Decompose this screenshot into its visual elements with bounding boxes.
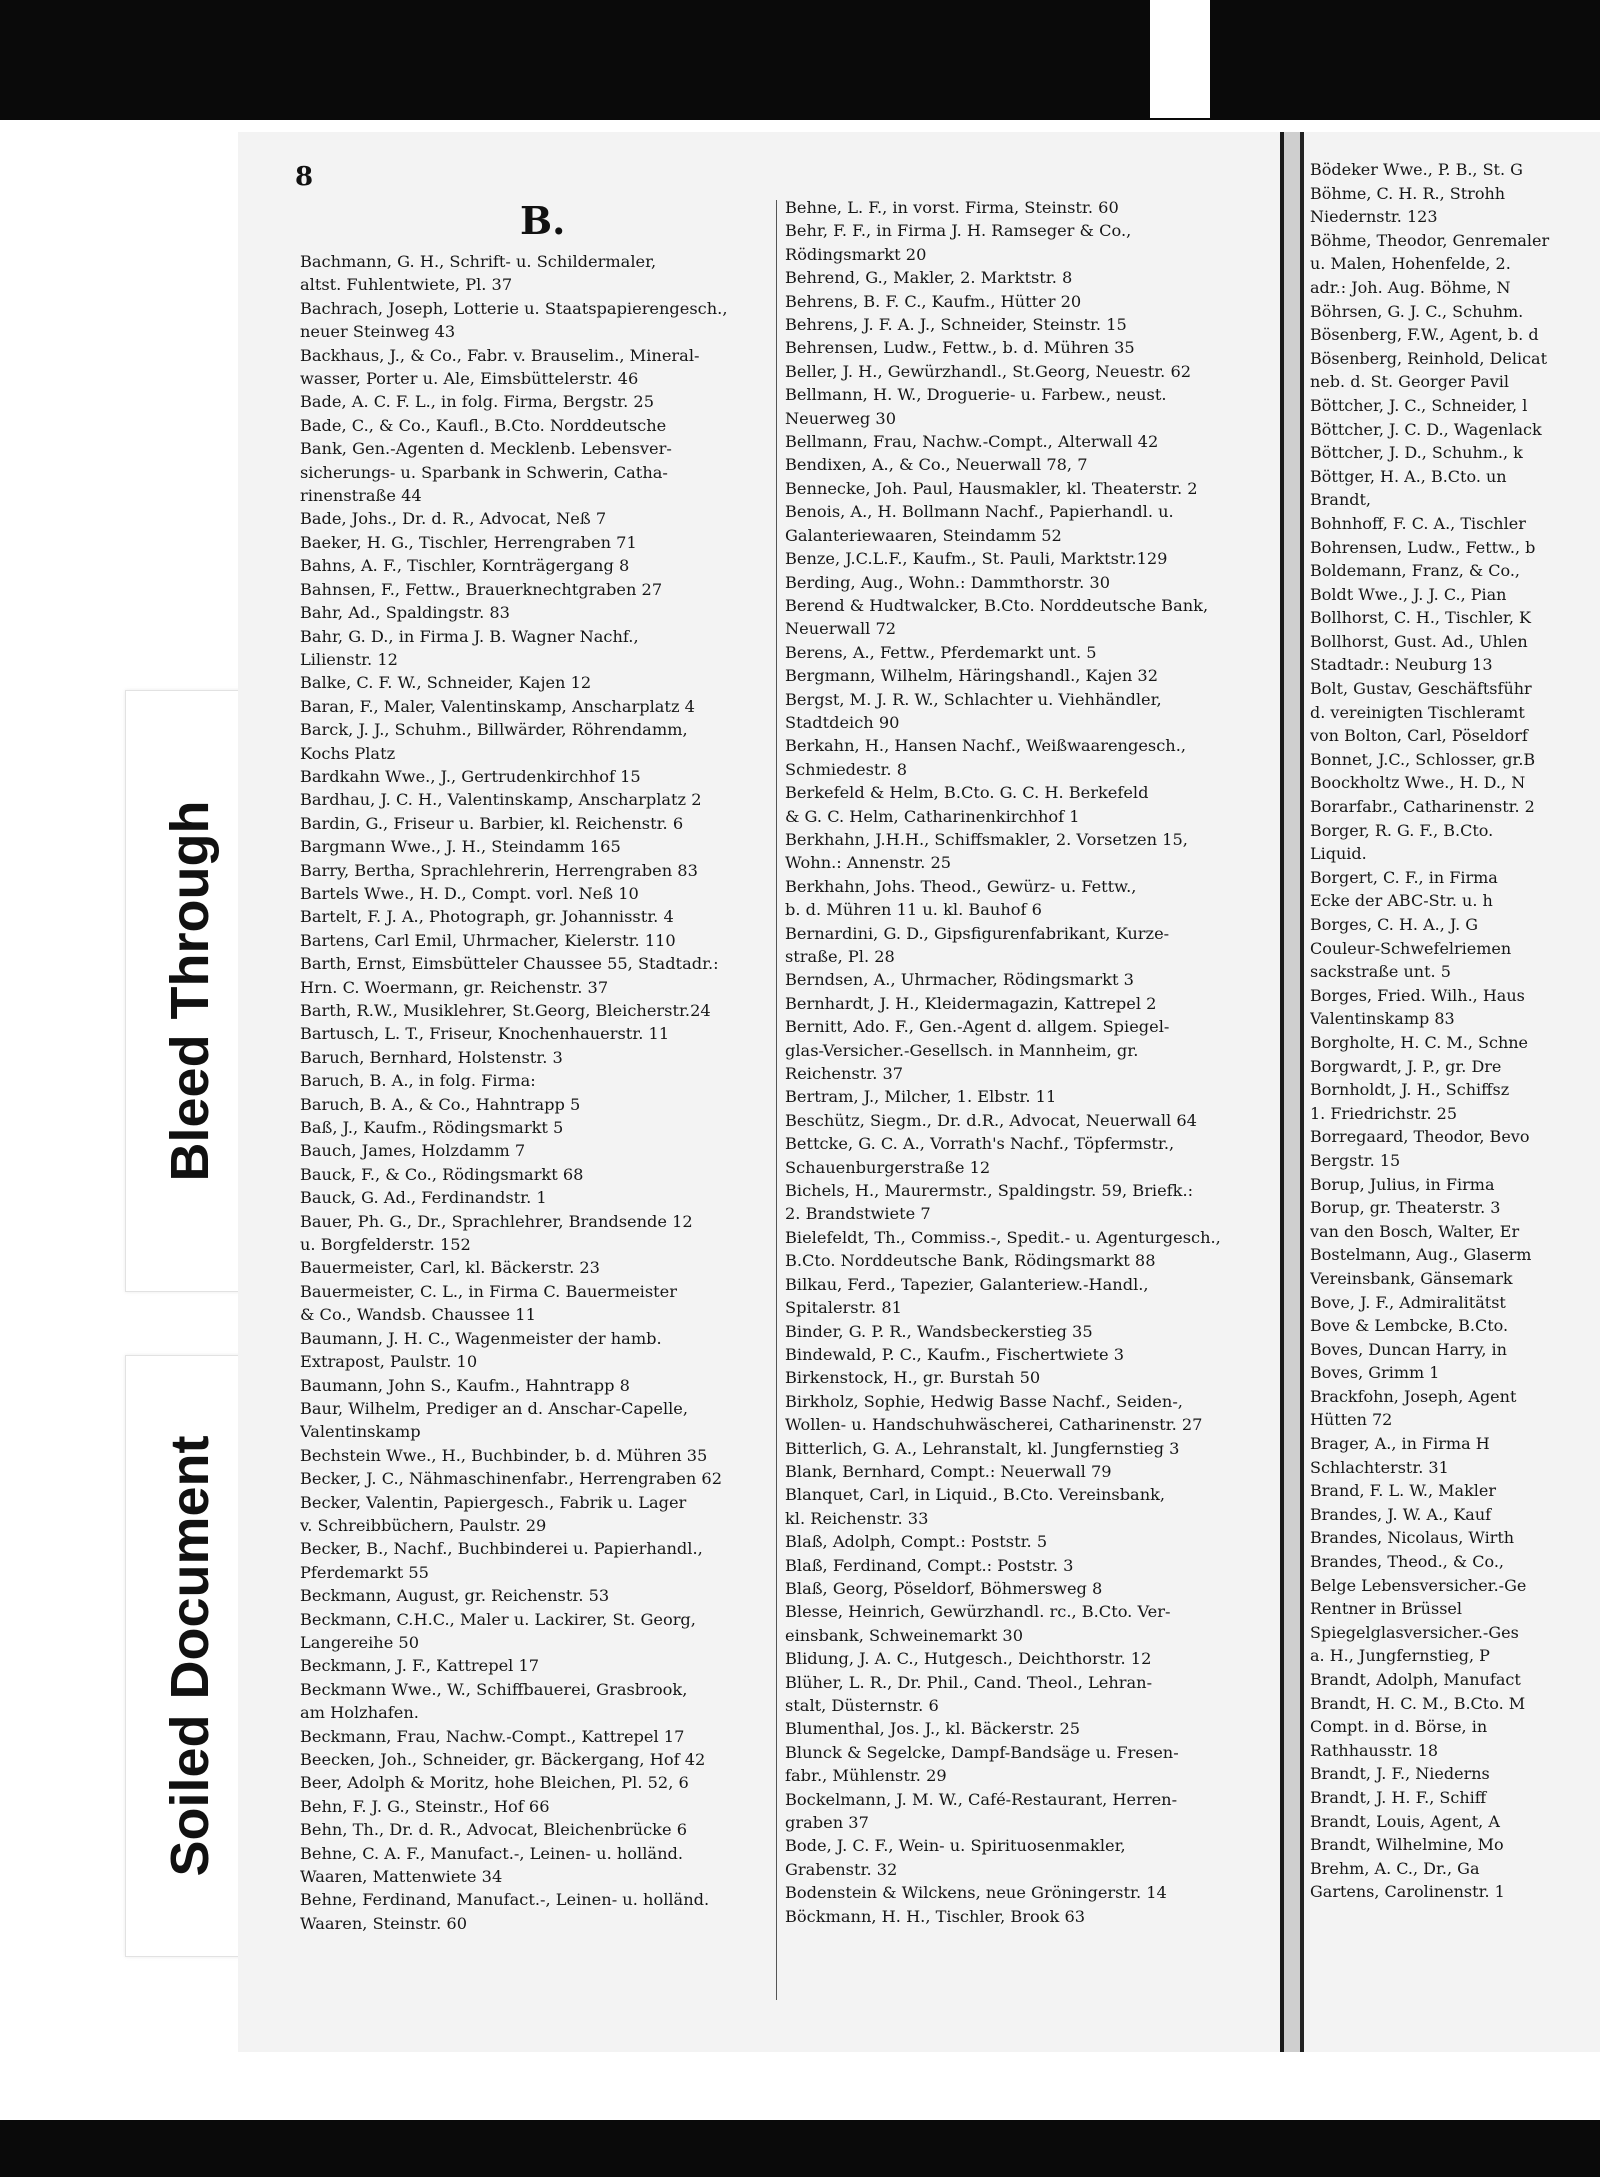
directory-line: Bichels, H., Maurermstr., Spaldingstr. 59, Briefk.: — [785, 1181, 1194, 1201]
directory-line: Behrend, G., Makler, 2. Marktstr. 8 — [785, 268, 1073, 288]
directory-line: Berkahn, H., Hansen Nachf., Weißwaarengesch., — [785, 736, 1186, 756]
directory-line: Liquid. — [1310, 844, 1367, 864]
column-divider — [776, 200, 777, 2000]
directory-line: Bauermeister, Carl, kl. Bäckerstr. 23 — [300, 1258, 600, 1278]
directory-line: sackstraße unt. 5 — [1310, 962, 1451, 982]
directory-line: Berding, Aug., Wohn.: Dammthorstr. 30 — [785, 572, 1111, 592]
label-bleed-text: Bleed Through — [160, 800, 220, 1182]
directory-line: Extrapost, Paulstr. 10 — [300, 1352, 478, 1372]
directory-line: Beschütz, Siegm., Dr. d.R., Advocat, Neuerwall 64 — [785, 1110, 1197, 1130]
directory-line: Baruch, B. A., in folg. Firma: — [300, 1071, 536, 1091]
directory-line: Borup, gr. Theaterstr. 3 — [1310, 1198, 1501, 1218]
scan-border-top — [0, 0, 1600, 120]
directory-line: Bartelt, F. J. A., Photograph, gr. Johannisstr. 4 — [300, 907, 674, 927]
label-soiled-text: Soiled Document — [160, 1435, 220, 1877]
directory-line: Bode, J. C. F., Wein- u. Spirituosenmakler, — [785, 1836, 1126, 1856]
directory-line: Behrens, B. F. C., Kaufm., Hütter 20 — [785, 291, 1082, 311]
directory-line: Blanquet, Carl, in Liquid., B.Cto. Vereinsbank, — [785, 1485, 1166, 1505]
directory-line: Bahr, G. D., in Firma J. B. Wagner Nachf., — [300, 626, 639, 646]
directory-line: Bargmann Wwe., J. H., Steindamm 165 — [300, 837, 621, 857]
directory-line: Reichenstr. 37 — [785, 1064, 904, 1084]
directory-line: Bahr, Ad., Spaldingstr. 83 — [300, 603, 510, 623]
directory-line: Blaß, Adolph, Compt.: Poststr. 5 — [785, 1532, 1048, 1552]
directory-line: Berkhahn, Johs. Theod., Gewürz- u. Fettw., — [785, 876, 1137, 896]
directory-line: Wollen- u. Handschuhwäscherei, Catharinenstr. 27 — [785, 1415, 1203, 1435]
directory-line: Bilkau, Ferd., Tapezier, Galanteriew.-Handl., — [785, 1274, 1149, 1294]
directory-line: Schauenburgerstraße 12 — [785, 1157, 991, 1177]
directory-line: u. Malen, Hohenfelde, 2. — [1310, 254, 1511, 274]
directory-line: Bennecke, Joh. Paul, Hausmakler, kl. Theaterstr. 2 — [785, 478, 1198, 498]
directory-line: Boves, Grimm 1 — [1310, 1363, 1440, 1383]
directory-line: Bahns, A. F., Tischler, Kornträgergang 8 — [300, 556, 630, 576]
directory-line: Brandes, J. W. A., Kauf — [1310, 1504, 1492, 1524]
directory-line: Balke, C. F. W., Schneider, Kajen 12 — [300, 673, 592, 693]
directory-line: Baumann, J. H. C., Wagenmeister der hamb. — [300, 1328, 662, 1348]
directory-line: Bockelmann, J. M. W., Café-Restaurant, Herren- — [785, 1789, 1178, 1809]
directory-line: Birkenstock, H., gr. Burstah 50 — [785, 1368, 1041, 1388]
directory-line: 2. Brandstwiete 7 — [785, 1204, 931, 1224]
directory-line: Bielefeldt, Th., Commiss.-, Spedit.- u. Agenturgesch., — [785, 1227, 1221, 1247]
directory-line: Bollhorst, C. H., Tischler, K — [1310, 608, 1531, 628]
directory-line: B.Cto. Norddeutsche Bank, Rödingsmarkt 88 — [785, 1251, 1156, 1271]
directory-line: Bachrach, Joseph, Lotterie u. Staatspapierengesch., — [300, 298, 728, 318]
directory-line: Gartens, Carolinenstr. 1 — [1310, 1882, 1505, 1902]
directory-line: Bartusch, L. T., Friseur, Knochenhauerstr. 11 — [300, 1024, 670, 1044]
directory-line: Behne, L. F., in vorst. Firma, Steinstr. 60 — [785, 198, 1119, 217]
directory-line: Galanteriewaaren, Steindamm 52 — [785, 525, 1062, 545]
directory-line: Blaß, Georg, Pöseldorf, Böhmersweg 8 — [785, 1578, 1103, 1598]
directory-line: Brandt, H. C. M., B.Cto. M — [1310, 1693, 1526, 1713]
directory-line: Böttcher, J. C. D., Wagenlack — [1310, 419, 1542, 439]
directory-line: & Co., Wandsb. Chaussee 11 — [300, 1305, 536, 1325]
directory-line: Borgwardt, J. P., gr. Dre — [1310, 1056, 1502, 1076]
directory-line: Bardhau, J. C. H., Valentinskamp, Anscharplatz 2 — [300, 790, 702, 810]
directory-line: Brager, A., in Firma H — [1310, 1434, 1490, 1454]
directory-line: Beer, Adolph & Moritz, hohe Bleichen, Pl. 52, 6 — [300, 1773, 689, 1793]
directory-line: Becker, B., Nachf., Buchbinderei u. Papierhandl., — [300, 1539, 703, 1559]
directory-line: neuer Steinweg 43 — [300, 322, 456, 342]
directory-line: Binder, G. P. R., Wandsbeckerstieg 35 — [785, 1321, 1093, 1341]
directory-line: Böhme, Theodor, Genremaler — [1310, 230, 1550, 250]
directory-line: Brackfohn, Joseph, Agent — [1310, 1386, 1517, 1406]
directory-line: Baran, F., Maler, Valentinskamp, Anscharplatz 4 — [300, 696, 695, 716]
directory-line: am Holzhafen. — [300, 1703, 419, 1723]
label-bleed-through — [125, 690, 255, 1292]
directory-line: Waaren, Mattenwiete 34 — [300, 1867, 503, 1887]
directory-line: Brandt, J. H. F., Schiff — [1310, 1787, 1487, 1807]
directory-line: Behn, F. J. G., Steinstr., Hof 66 — [300, 1796, 550, 1816]
directory-line: Bade, A. C. F. L., in folg. Firma, Bergstr. 25 — [300, 392, 655, 412]
directory-line: Beckmann, C.H.C., Maler u. Lackirer, St. Georg, — [300, 1609, 696, 1629]
directory-line: Beckmann, August, gr. Reichenstr. 53 — [300, 1586, 610, 1606]
directory-line: Boockholtz Wwe., H. D., N — [1310, 773, 1526, 793]
directory-line: Berndsen, A., Uhrmacher, Rödingsmarkt 3 — [785, 970, 1134, 990]
directory-line: Kochs Platz — [300, 743, 396, 763]
directory-line: Bolt, Gustav, Geschäftsführ — [1310, 679, 1532, 699]
directory-line: Boldt Wwe., J. J. C., Pian — [1310, 584, 1507, 604]
directory-line: Pferdemarkt 55 — [300, 1562, 429, 1582]
directory-line: Behr, F. F., in Firma J. H. Ramseger & Co., — [785, 221, 1132, 241]
directory-line: Barry, Bertha, Sprachlehrerin, Herrengraben 83 — [300, 860, 698, 880]
page-right — [1300, 132, 1600, 2052]
directory-line: straße, Pl. 28 — [785, 947, 895, 966]
directory-line: Böttcher, J. C., Schneider, l — [1310, 395, 1528, 415]
directory-line: Bindewald, P. C., Kaufm., Fischertwiete 3 — [785, 1344, 1125, 1364]
directory-line: Behn, Th., Dr. d. R., Advocat, Bleichenbrücke 6 — [300, 1820, 687, 1840]
directory-line: glas-Versicher.-Gesellsch. in Mannheim, gr. — [785, 1040, 1139, 1060]
directory-line: Berend & Hudtwalcker, B.Cto. Norddeutsche Bank, — [785, 595, 1209, 615]
directory-line: Beckmann Wwe., W., Schiffbauerei, Grasbrook, — [300, 1679, 688, 1699]
directory-line: Bösenberg, F.W., Agent, b. d — [1310, 325, 1539, 345]
directory-line: Compt. in d. Börse, in — [1310, 1717, 1488, 1737]
directory-line: Bove & Lembcke, B.Cto. — [1310, 1316, 1509, 1336]
directory-line: Blidung, J. A. C., Hutgesch., Deichthorstr. 12 — [785, 1649, 1152, 1669]
directory-line: Borgholte, H. C. M., Schne — [1310, 1032, 1529, 1052]
column-right — [1310, 158, 1600, 1904]
directory-line: wasser, Porter u. Ale, Eimsbüttelerstr. 46 — [300, 369, 639, 389]
directory-line: Böttcher, J. D., Schuhm., k — [1310, 443, 1523, 463]
directory-line: d. vereinigten Tischleramt — [1310, 702, 1525, 722]
directory-line: Bornholdt, J. H., Schiffsz — [1310, 1080, 1510, 1100]
directory-line: Brandt, J. F., Niederns — [1310, 1764, 1490, 1784]
directory-line: a. H., Jungfernstieg, P — [1310, 1646, 1490, 1666]
directory-line: Blesse, Heinrich, Gewürzhandl. rc., B.Cto. Ver- — [785, 1602, 1171, 1622]
directory-line: Ecke der ABC-Str. u. h — [1310, 891, 1493, 911]
directory-line: Bartens, Carl Emil, Uhrmacher, Kielerstr. 110 — [300, 930, 676, 950]
directory-line: Becker, Valentin, Papiergesch., Fabrik u. Lager — [300, 1492, 687, 1512]
directory-line: Schlachterstr. 31 — [1310, 1457, 1449, 1477]
directory-line: Valentinskamp — [300, 1422, 421, 1442]
directory-line: Bauck, G. Ad., Ferdinandstr. 1 — [300, 1188, 547, 1208]
directory-line: Borarfabr., Catharinenstr. 2 — [1310, 797, 1535, 817]
directory-line: Brandes, Nicolaus, Wirth — [1310, 1528, 1515, 1548]
directory-line: Bergst, M. J. R. W., Schlachter u. Viehhändler, — [785, 689, 1162, 709]
directory-line: Baeker, H. G., Tischler, Herrengraben 71 — [300, 532, 637, 552]
directory-line: Behrensen, Ludw., Fettw., b. d. Mühren 35 — [785, 338, 1135, 358]
directory-line: Hrn. C. Woermann, gr. Reichenstr. 37 — [300, 977, 609, 997]
directory-line: Brand, F. L. W., Makler — [1310, 1481, 1496, 1501]
directory-line: altst. Fuhlentwiete, Pl. 37 — [300, 275, 513, 295]
directory-line: Rödingsmarkt 20 — [785, 244, 927, 264]
directory-line: v. Schreibbüchern, Paulstr. 29 — [300, 1515, 547, 1535]
directory-line: Bauer, Ph. G., Dr., Sprachlehrer, Brandsende 12 — [300, 1211, 693, 1231]
directory-line: sicherungs- u. Sparbank in Schwerin, Catha- — [300, 462, 668, 482]
directory-line: Brehm, A. C., Dr., Ga — [1310, 1858, 1480, 1878]
directory-line: Becker, J. C., Nähmaschinenfabr., Herrengraben 62 — [300, 1469, 723, 1489]
directory-line: Behrens, J. F. A. J., Schneider, Steinstr. 15 — [785, 315, 1127, 335]
directory-line: Bauermeister, C. L., in Firma C. Bauermeister — [300, 1281, 677, 1301]
directory-line: u. Borgfelderstr. 152 — [300, 1235, 471, 1255]
directory-line: Baß, J., Kaufm., Rödingsmarkt 5 — [300, 1118, 564, 1138]
directory-line: Beller, J. H., Gewürzhandl., St.Georg, Neuestr. 62 — [785, 361, 1192, 381]
directory-line: Wohn.: Annenstr. 25 — [785, 853, 952, 873]
directory-line: Bergmann, Wilhelm, Häringshandl., Kajen 32 — [785, 666, 1159, 686]
directory-line: Brandt, — [1310, 490, 1372, 510]
directory-line: Beckmann, Frau, Nachw.-Compt., Kattrepel 17 — [300, 1726, 685, 1746]
directory-line: Bernhardt, J. H., Kleidermagazin, Kattrepel 2 — [785, 993, 1157, 1013]
directory-line: Böhrsen, G. J. C., Schuhm. — [1310, 301, 1524, 321]
directory-line: Bodenstein & Wilckens, neue Gröningerstr. 14 — [785, 1883, 1167, 1903]
directory-line: Stadtadr.: Neuburg 13 — [1310, 655, 1493, 675]
directory-line: Behne, C. A. F., Manufact.-, Leinen- u. holländ. — [300, 1843, 683, 1863]
directory-line: Vereinsbank, Gänsemark — [1310, 1268, 1513, 1288]
directory-line: Brandt, Louis, Agent, A — [1310, 1811, 1500, 1831]
directory-line: Bösenberg, Reinhold, Delicat — [1310, 348, 1548, 368]
directory-line: Borregaard, Theodor, Bevo — [1310, 1127, 1530, 1147]
directory-line: Niedernstr. 123 — [1310, 207, 1438, 227]
directory-line: Berkefeld & Helm, B.Cto. G. C. H. Berkefeld — [785, 783, 1149, 803]
scan-border-bottom — [0, 2120, 1600, 2177]
directory-line: Borgert, C. F., in Firma — [1310, 867, 1498, 887]
directory-line: & G. C. Helm, Catharinenkirchhof 1 — [785, 806, 1080, 826]
directory-line: Blank, Bernhard, Compt.: Neuerwall 79 — [785, 1461, 1112, 1481]
directory-line: von Bolton, Carl, Pöseldorf — [1310, 726, 1528, 746]
directory-line: Lilienstr. 12 — [300, 649, 398, 669]
directory-line: stalt, Düsternstr. 6 — [785, 1696, 939, 1715]
directory-line: Bödeker Wwe., P. B., St. G — [1310, 160, 1523, 179]
directory-line: Bauch, James, Holzdamm 7 — [300, 1141, 526, 1161]
directory-line: Blumenthal, Jos. J., kl. Bäckerstr. 25 — [785, 1719, 1081, 1739]
directory-line: Blüher, L. R., Dr. Phil., Cand. Theol., Lehran- — [785, 1672, 1153, 1692]
directory-line: Borger, R. G. F., B.Cto. — [1310, 820, 1494, 840]
section-heading: B. — [520, 198, 566, 243]
directory-line: b. d. Mühren 11 u. kl. Bauhof 6 — [785, 900, 1042, 920]
label-soiled-document — [125, 1355, 255, 1957]
directory-line: Bohrensen, Ludw., Fettw., b — [1310, 537, 1536, 557]
directory-line: Bernitt, Ado. F., Gen.-Agent d. allgem. Spiegel- — [785, 1017, 1170, 1037]
directory-line: Beckmann, J. F., Kattrepel 17 — [300, 1656, 540, 1676]
directory-line: Böckmann, H. H., Tischler, Brook 63 — [785, 1906, 1086, 1926]
directory-line: Schmiedestr. 8 — [785, 759, 907, 779]
directory-line: Bove, J. F., Admiralitätst — [1310, 1292, 1506, 1312]
column-middle — [785, 196, 1265, 1928]
directory-line: Bonnet, J.C., Schlosser, gr.B — [1310, 749, 1536, 769]
directory-line: Baruch, B. A., & Co., Hahntrapp 5 — [300, 1094, 581, 1114]
directory-line: Bank, Gen.-Agenten d. Mecklenb. Lebensver- — [300, 439, 672, 459]
directory-line: Blaß, Ferdinand, Compt.: Poststr. 3 — [785, 1555, 1074, 1575]
directory-line: Hütten 72 — [1310, 1410, 1393, 1430]
directory-line: Bernardini, G. D., Gipsfigurenfabrikant, Kurze- — [785, 923, 1170, 943]
directory-line: Baumann, John S., Kaufm., Hahntrapp 8 — [300, 1375, 630, 1395]
directory-line: Bardin, G., Friseur u. Barbier, kl. Reichenstr. 6 — [300, 813, 684, 833]
directory-line: einsbank, Schweinemarkt 30 — [785, 1625, 1024, 1645]
directory-line: Bendixen, A., & Co., Neuerwall 78, 7 — [785, 455, 1088, 475]
directory-line: Bechstein Wwe., H., Buchbinder, b. d. Mühren 35 — [300, 1445, 708, 1465]
directory-line: adr.: Joh. Aug. Böhme, N — [1310, 277, 1511, 297]
directory-line: graben 37 — [785, 1813, 869, 1833]
book-gutter — [1284, 132, 1300, 2052]
directory-line: neb. d. St. Georger Pavil — [1310, 372, 1509, 392]
directory-line: kl. Reichenstr. 33 — [785, 1508, 929, 1528]
directory-line: Spitalerstr. 81 — [785, 1298, 902, 1318]
directory-line: Behne, Ferdinand, Manufact.-, Leinen- u. holländ. — [300, 1890, 710, 1910]
directory-line: Bertram, J., Milcher, 1. Elbstr. 11 — [785, 1087, 1057, 1107]
directory-line: Blunck & Segelcke, Dampf-Bandsäge u. Fresen- — [785, 1742, 1179, 1762]
scan-gap — [1150, 0, 1210, 118]
directory-line: Valentinskamp 83 — [1310, 1009, 1455, 1029]
directory-line: Brandes, Theod., & Co., — [1310, 1552, 1505, 1572]
directory-line: van den Bosch, Walter, Er — [1310, 1221, 1520, 1241]
directory-line: Borges, C. H. A., J. G — [1310, 915, 1479, 934]
directory-line: Neuerwall 72 — [785, 619, 897, 639]
directory-line: Barth, R.W., Musiklehrer, St.Georg, Bleicherstr.24 — [300, 1001, 711, 1020]
directory-line: Rathhausstr. 18 — [1310, 1740, 1439, 1760]
directory-line: Berens, A., Fettw., Pferdemarkt unt. 5 — [785, 642, 1097, 662]
directory-line: Benois, A., H. Bollmann Nachf., Papierhandl. u. — [785, 502, 1174, 522]
directory-line: Bellmann, Frau, Nachw.-Compt., Alterwall 42 — [785, 432, 1159, 452]
directory-line: Baruch, Bernhard, Holstenstr. 3 — [300, 1047, 563, 1067]
directory-line: Böhme, C. H. R., Strohh — [1310, 183, 1506, 203]
directory-line: Bardkahn Wwe., J., Gertrudenkirchhof 15 — [300, 766, 641, 786]
directory-line: 1. Friedrichstr. 25 — [1310, 1103, 1458, 1123]
page-number: 8 — [295, 162, 314, 192]
directory-line: Bahnsen, F., Fettw., Brauerknechtgraben 27 — [300, 579, 663, 599]
directory-line: Bollhorst, Gust. Ad., Uhlen — [1310, 631, 1528, 651]
directory-line: Brandt, Adolph, Manufact — [1310, 1670, 1521, 1689]
directory-line: Neuerweg 30 — [785, 408, 897, 428]
directory-line: Bettcke, G. C. A., Vorrath's Nachf., Töpfermstr., — [785, 1134, 1175, 1154]
directory-line: Bade, Johs., Dr. d. R., Advocat, Neß 7 — [300, 509, 607, 529]
directory-line: Bitterlich, G. A., Lehranstalt, kl. Jungfernstieg 3 — [785, 1438, 1180, 1458]
directory-line: Benze, J.C.L.F., Kaufm., St. Pauli, Marktstr.129 — [785, 549, 1168, 569]
directory-line: Stadtdeich 90 — [785, 712, 900, 732]
directory-line: Boldemann, Franz, & Co., — [1310, 561, 1520, 581]
directory-line: Waaren, Steinstr. 60 — [300, 1913, 468, 1933]
directory-line: Rentner in Brüssel — [1310, 1599, 1462, 1619]
column-left — [300, 250, 770, 1935]
directory-line: Birkholz, Sophie, Hedwig Basse Nachf., Seiden-, — [785, 1391, 1183, 1411]
directory-line: Backhaus, J., & Co., Fabr. v. Brauselim., Mineral- — [300, 345, 700, 365]
directory-line: Bauck, F., & Co., Rödingsmarkt 68 — [300, 1164, 584, 1184]
directory-line: Baur, Wilhelm, Prediger an d. Anschar-Capelle, — [300, 1398, 689, 1418]
directory-line: Belge Lebensversicher.-Ge — [1310, 1575, 1527, 1595]
directory-line: Couleur-Schwefelriemen — [1310, 938, 1512, 958]
directory-line: Bachmann, G. H., Schrift- u. Schildermaler, — [300, 252, 657, 271]
directory-line: Barth, Ernst, Eimsbütteler Chaussee 55, Stadtadr.: — [300, 954, 719, 974]
directory-line: rinenstraße 44 — [300, 486, 422, 506]
directory-line: Böttger, H. A., B.Cto. un — [1310, 466, 1507, 486]
directory-line: Bellmann, H. W., Droguerie- u. Farbew., neust. — [785, 385, 1167, 405]
directory-line: Barck, J. J., Schuhm., Billwärder, Röhrendamm, — [300, 720, 688, 740]
directory-line: Boves, Duncan Harry, in — [1310, 1339, 1507, 1359]
directory-line: Borges, Fried. Wilh., Haus — [1310, 985, 1525, 1005]
directory-line: Bostelmann, Aug., Glaserm — [1310, 1245, 1532, 1265]
directory-line: Brandt, Wilhelmine, Mo — [1310, 1835, 1504, 1855]
directory-line: Spiegelglasversicher.-Ges — [1310, 1622, 1519, 1642]
directory-line: Bartels Wwe., H. D., Compt. vorl. Neß 10 — [300, 883, 639, 903]
directory-line: Bergstr. 15 — [1310, 1150, 1401, 1170]
directory-line: Beecken, Joh., Schneider, gr. Bäckergang, Hof 42 — [300, 1750, 706, 1769]
directory-line: Berkhahn, J.H.H., Schiffsmakler, 2. Vorsetzen 15, — [785, 829, 1188, 849]
directory-line: Bade, C., & Co., Kaufl., B.Cto. Norddeutsche — [300, 415, 667, 435]
directory-line: Langereihe 50 — [300, 1632, 420, 1652]
directory-line: fabr., Mühlenstr. 29 — [785, 1766, 947, 1786]
directory-line: Bohnhoff, F. C. A., Tischler — [1310, 513, 1526, 533]
directory-line: Borup, Julius, in Firma — [1310, 1174, 1495, 1194]
directory-line: Grabenstr. 32 — [785, 1859, 898, 1879]
